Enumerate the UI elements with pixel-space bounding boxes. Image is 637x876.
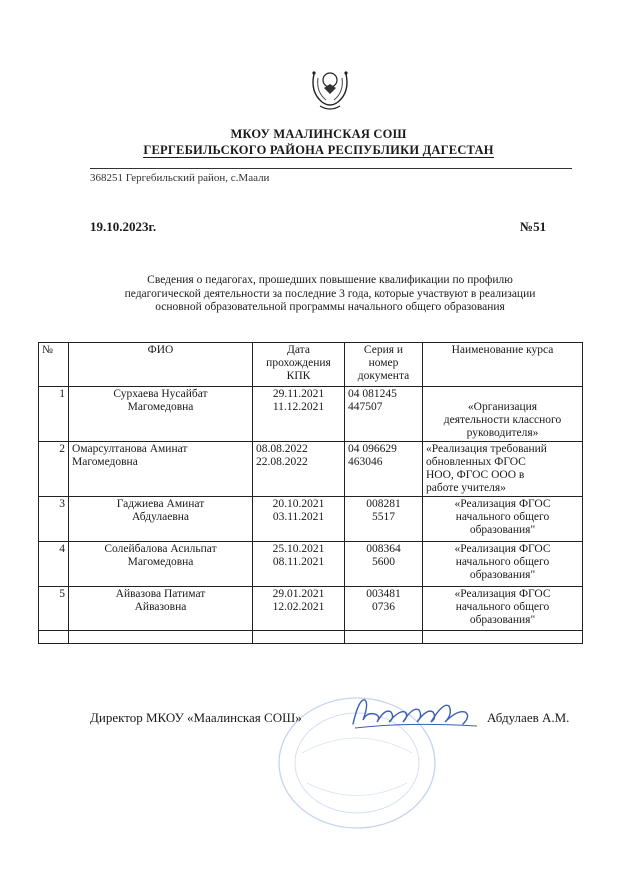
handwritten-signature (345, 692, 485, 737)
intro-line: Сведения о педагогах, прошедших повышение квалификации по профилю (147, 274, 513, 286)
row-document: 008281 5517 (345, 497, 423, 542)
intro-paragraph (90, 274, 570, 315)
row-num: 1 (39, 387, 69, 442)
row-fio: Гаджиева Аминат Абдулаевна (69, 497, 253, 542)
intro-line: педагогической деятельности за последние 3 года, которые участвуют в реализации (124, 287, 536, 300)
row-num: 5 (39, 587, 69, 631)
row-course: «Реализация ФГОС начального общего образования" (423, 542, 583, 587)
organization-name: МКОУ МААЛИНСКАЯ СОШ (230, 127, 407, 141)
empty-cell (39, 631, 69, 644)
row-num: 4 (39, 542, 69, 587)
header-fio: ФИО (69, 343, 253, 387)
row-course: «Реализация требований обновленных ФГОС НОО, ФГОС ООО в работе учителя» (423, 442, 583, 497)
row-num: 3 (39, 497, 69, 542)
row-course: «Реализация ФГОС начального общего образования" (423, 587, 583, 631)
header-course: Наименование курса (423, 343, 583, 387)
row-num: 2 (39, 442, 69, 497)
table-header-row (39, 343, 583, 387)
table-row (39, 497, 583, 542)
table-row (39, 387, 583, 442)
row-document: 008364 5600 (345, 542, 423, 587)
row-dates: 25.10.2021 08.11.2021 (253, 542, 345, 587)
row-document: 04 096629 463046 (345, 442, 423, 497)
table-row (39, 587, 583, 631)
row-course: «Организация деятельности классного руководителя» (423, 387, 583, 442)
header-divider (90, 168, 572, 169)
row-fio: Солейбалова Асильпат Магомедовна (69, 542, 253, 587)
row-document: 04 081245 447507 (345, 387, 423, 442)
header-document: Серия и номер документа (345, 343, 423, 387)
row-course: «Реализация ФГОС начального общего образования" (423, 497, 583, 542)
empty-cell (423, 631, 583, 644)
table-row (39, 442, 583, 497)
row-dates: 29.01.2021 12.02.2021 (253, 587, 345, 631)
organization-region (0, 143, 637, 158)
empty-cell (69, 631, 253, 644)
organization-region-text: ГЕРГЕБИЛЬСКОГО РАЙОНА РЕСПУБЛИКИ ДАГЕСТАН (143, 143, 494, 157)
row-document: 003481 0736 (345, 587, 423, 631)
empty-cell (253, 631, 345, 644)
row-fio: Айвазова Патимат Айвазовна (69, 587, 253, 631)
dagestan-emblem-icon (300, 58, 360, 118)
table-row-empty (39, 631, 583, 644)
row-fio: Омарсултанова Аминат Магомедовна (69, 442, 253, 497)
organization-address: 368251 Гергебильский район, с.Маали (90, 172, 270, 184)
row-fio: Сурхаева Нусайбат Магомедовна (69, 387, 253, 442)
header-num: № (39, 343, 69, 387)
header-date: Дата прохождения КПК (253, 343, 345, 387)
document-date: 19.10.2023г. (90, 219, 157, 234)
signer-name: Абдулаев А.М. (487, 710, 570, 725)
document-number: №51 (520, 219, 547, 234)
signer-title: Директор МКОУ «Маалинская СОШ» (90, 710, 302, 725)
row-dates: 20.10.2021 03.11.2021 (253, 497, 345, 542)
intro-line: основной образовательной программы начального общего образования (155, 301, 505, 313)
teachers-table (38, 342, 583, 644)
empty-cell (345, 631, 423, 644)
table-row (39, 542, 583, 587)
row-dates: 08.08.2022 22.08.2022 (253, 442, 345, 497)
row-dates: 29.11.2021 11.12.2021 (253, 387, 345, 442)
